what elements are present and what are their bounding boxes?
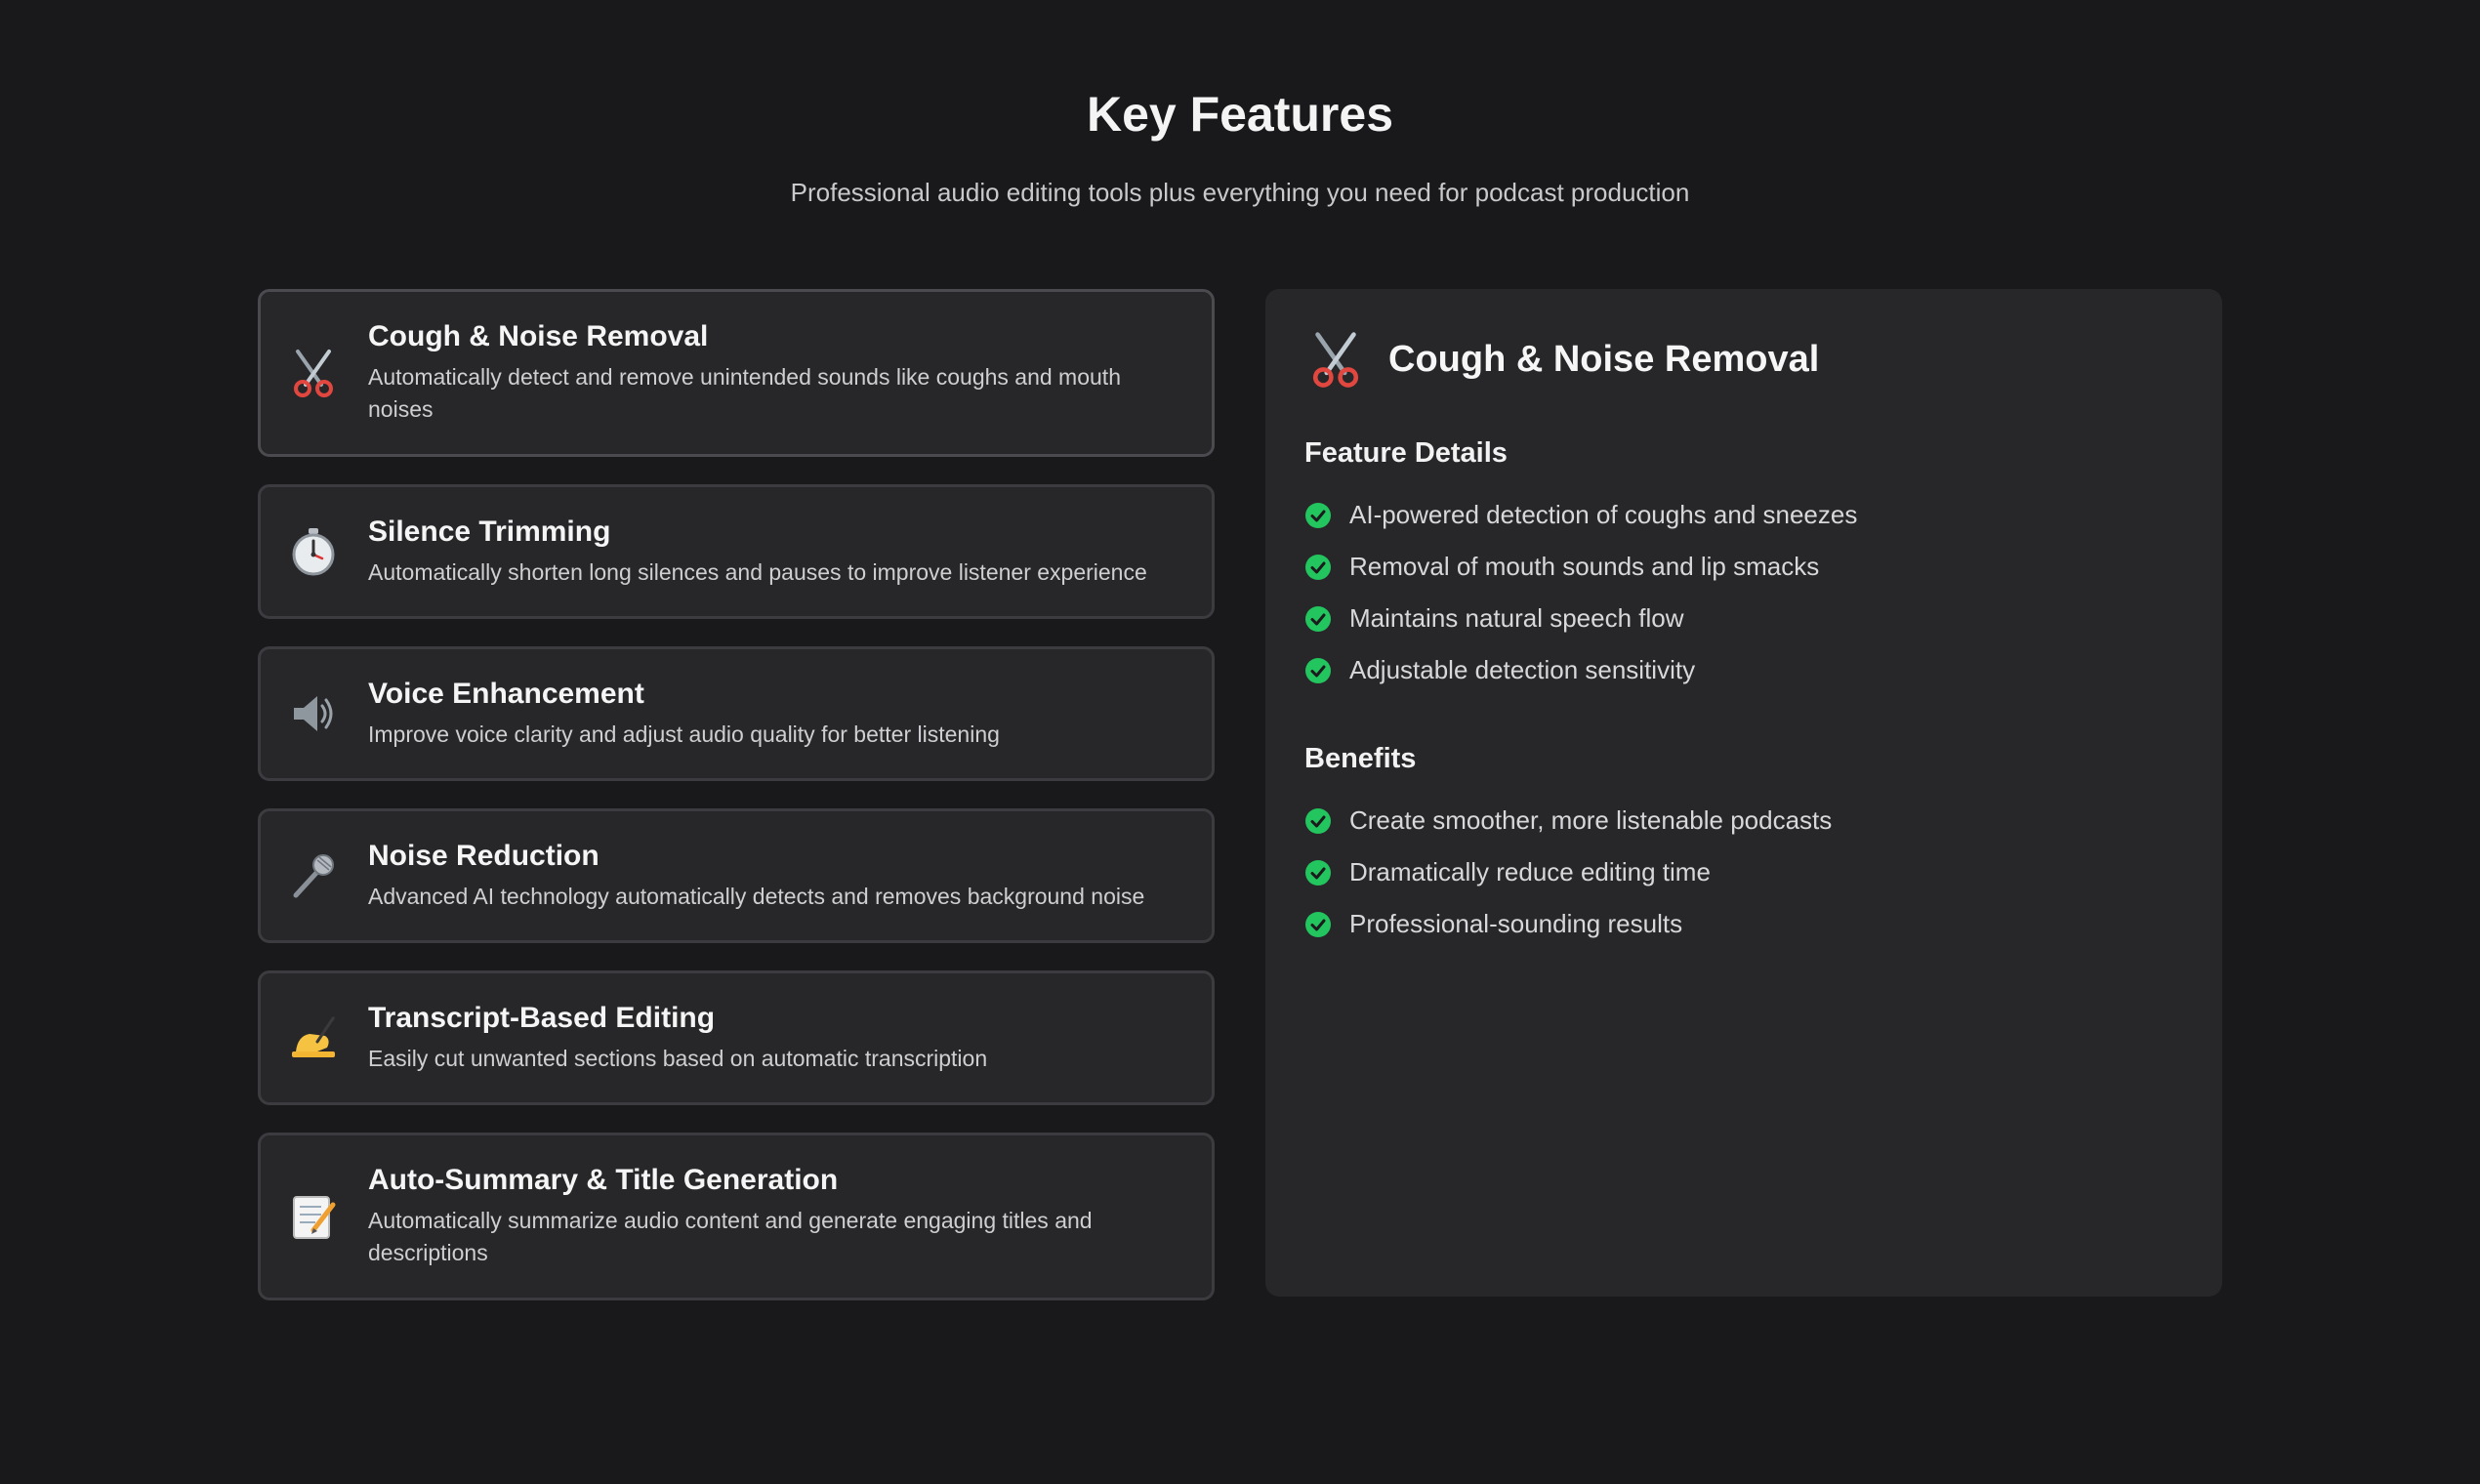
memo-icon (286, 1189, 341, 1244)
list-item-text: Removal of mouth sounds and lip smacks (1349, 552, 1820, 581)
feature-title: Cough & Noise Removal (368, 320, 709, 352)
list-item (1304, 593, 2183, 644)
feature-card-voice-enhancement[interactable] (258, 646, 1215, 781)
feature-details-heading: Feature Details (1304, 437, 1508, 469)
stopwatch-icon (286, 524, 341, 579)
page-title: Key Features (1086, 87, 1394, 142)
feature-description: Improve voice clarity and adjust audio quality for better listening (368, 721, 1000, 747)
feature-title: Voice Enhancement (368, 677, 644, 710)
benefits-list (1304, 795, 2183, 950)
check-circle-icon (1304, 657, 1332, 684)
check-circle-icon (1304, 807, 1332, 835)
microphone-icon (286, 848, 341, 903)
list-item-text: Adjustable detection sensitivity (1349, 655, 1696, 684)
detail-title: Cough & Noise Removal (1388, 338, 1820, 380)
feature-card-auto-summary[interactable] (258, 1133, 1215, 1300)
scissors-icon (286, 346, 341, 400)
benefits-heading: Benefits (1304, 743, 1417, 774)
list-item-text: Maintains natural speech flow (1349, 603, 1684, 633)
feature-description: Automatically shorten long silences and pauses to improve listener experience (368, 558, 1147, 585)
feature-card-transcript-editing[interactable] (258, 970, 1215, 1105)
feature-description: Automatically detect and remove unintended sounds like coughs and mouth noises (368, 364, 1121, 422)
feature-title: Transcript-Based Editing (368, 1001, 716, 1034)
feature-title: Silence Trimming (368, 515, 611, 548)
check-circle-icon (1304, 605, 1332, 633)
list-item-text: Dramatically reduce editing time (1349, 857, 1711, 886)
list-item (1304, 846, 2183, 898)
feature-card-noise-reduction[interactable] (258, 808, 1215, 943)
list-item (1304, 795, 2183, 846)
list-item-text: Professional-sounding results (1349, 909, 1683, 938)
feature-description: Advanced AI technology automatically detects and removes background noise (368, 883, 1145, 909)
list-item (1304, 898, 2183, 950)
list-item-text: Create smoother, more listenable podcasts (1349, 805, 1833, 835)
check-circle-icon (1304, 554, 1332, 581)
feature-details-list (1304, 489, 2183, 696)
check-circle-icon (1304, 911, 1332, 938)
feature-title: Noise Reduction (368, 839, 599, 872)
check-circle-icon (1304, 859, 1332, 886)
feature-detail-panel (1265, 289, 2222, 1297)
feature-description: Easily cut unwanted sections based on automatic transcription (368, 1045, 988, 1071)
speaker-icon (286, 686, 341, 741)
detail-header (1304, 328, 2183, 391)
feature-list (258, 289, 1215, 1328)
list-item (1304, 541, 2183, 593)
feature-card-cough-noise-removal[interactable] (258, 289, 1215, 457)
list-item (1304, 489, 2183, 541)
check-circle-icon (1304, 502, 1332, 529)
writing-hand-icon (286, 1010, 341, 1065)
feature-title: Auto-Summary & Title Generation (368, 1164, 839, 1196)
list-item-text: AI-powered detection of coughs and sneezes (1349, 500, 1858, 529)
scissors-icon (1304, 328, 1367, 391)
feature-description: Automatically summarize audio content and generate engaging titles and descriptions (368, 1208, 1093, 1265)
page-subtitle: Professional audio editing tools plus everything you need for podcast production (790, 178, 1690, 207)
feature-card-silence-trimming[interactable] (258, 484, 1215, 619)
list-item (1304, 644, 2183, 696)
